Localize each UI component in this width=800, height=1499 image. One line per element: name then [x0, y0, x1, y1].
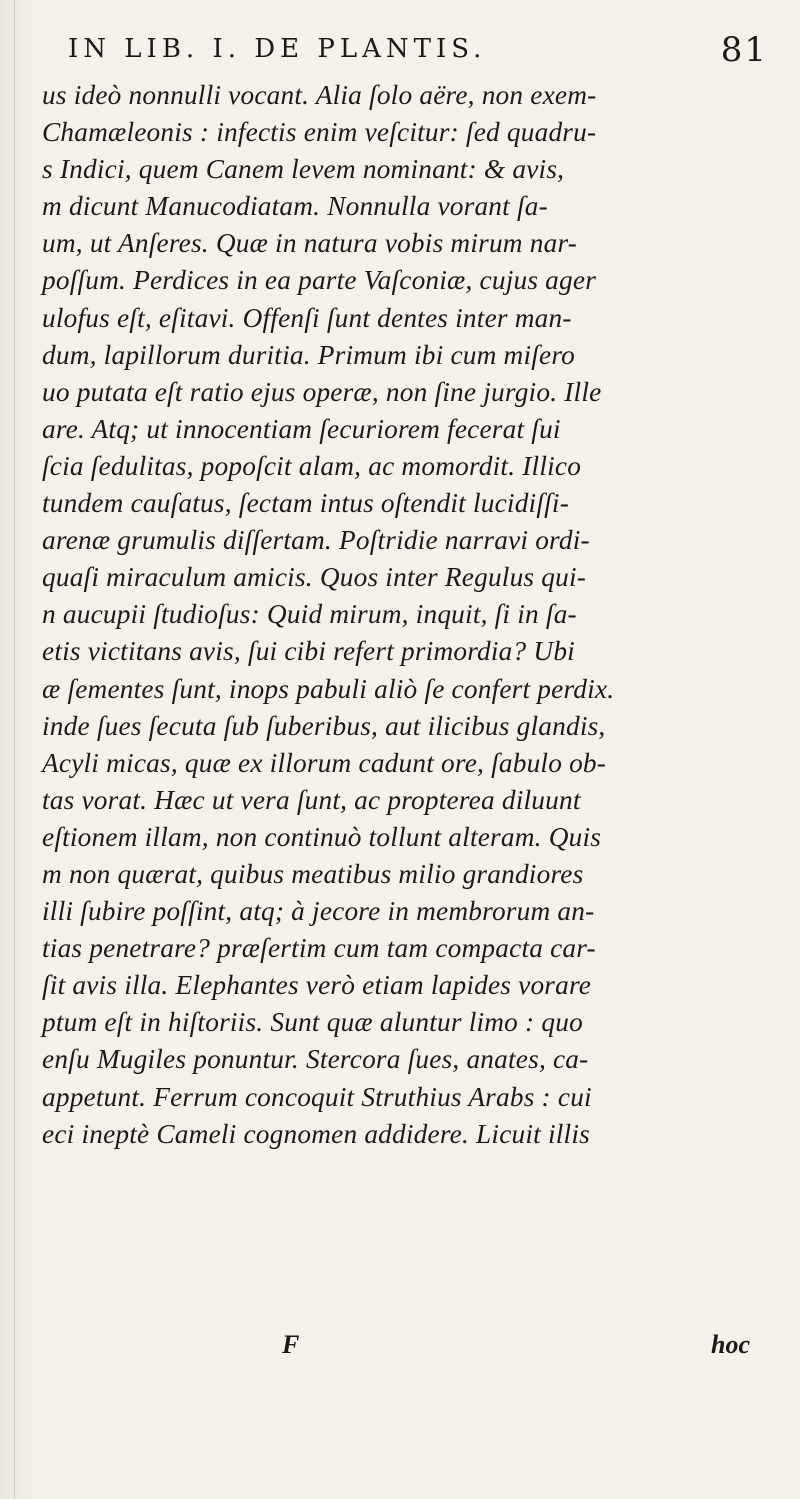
gutter-shadow-line — [14, 0, 15, 1499]
text-line: us ideò nonnulli vocant. Alia ſolo aëre, non exem- — [42, 79, 597, 110]
text-line: inde ſues ſecuta ſub ſuberibus, aut ilicibus glandis, — [42, 709, 606, 741]
catchword: hoc — [711, 1330, 750, 1359]
page-number: 81 — [720, 30, 768, 70]
text-line: m non quærat, quibus meatibus milio grandiores — [42, 857, 584, 889]
text-line: etis victitans avis, ſui cibi refert primordia? Ubi — [42, 635, 575, 667]
text-line: uo putata eſt ratio ejus operæ, non ſine jurgio. Ille — [42, 375, 602, 407]
text-line: tundem cauſatus, ſectam intus oſtendit lucidiſſi- — [42, 487, 569, 519]
body-text — [42, 76, 772, 1152]
text-line: Chamæleonis : infectis enim veſcitur: ſed quadru- — [42, 116, 597, 148]
signature-mark: F — [282, 1330, 300, 1359]
text-line: m dicunt Manucodiatam. Nonnulla vorant ſa- — [42, 190, 548, 222]
page-footer — [42, 1330, 772, 1370]
text-line: appetunt. Ferrum concoquit Struthius Arabs : cui — [42, 1080, 592, 1112]
text-line: um, ut Anſeres. Quæ in natura vobis mirum nar- — [42, 227, 578, 259]
running-title: IN LIB. I. DE PLANTIS. — [68, 34, 487, 64]
text-line: poſſum. Perdices in ea parte Vaſconiæ, cujus ager — [42, 264, 597, 296]
text-line: ptum eſt in hiſtoriis. Sunt quæ aluntur limo : quo — [42, 1006, 583, 1038]
text-line: æ ſementes ſunt, inops pabuli aliò ſe confert perdix. — [42, 672, 615, 704]
text-line: tas vorat. Hæc ut vera ſunt, ac propterea diluunt — [42, 783, 581, 815]
text-line: ulofus eſt, eſitavi. Offenſi ſunt dentes inter man- — [42, 301, 572, 333]
text-line: ſit avis illa. Elephantes verò etiam lapides vorare — [42, 969, 592, 1001]
text-line: enſu Mugiles ponuntur. Stercora ſues, anates, ca- — [42, 1043, 589, 1075]
binding-gutter — [0, 0, 40, 1499]
text-line: are. Atq; ut innocentiam ſecuriorem fecerat ſui — [42, 412, 561, 444]
text-line: tias penetrare? præſertim cum tam compacta car- — [42, 932, 596, 964]
text-line: s Indici, quem Canem levem nominant: & avis, — [42, 153, 565, 185]
text-line: eci ineptè Cameli cognomen addidere. Licuit illis — [42, 1117, 590, 1149]
text-line: illi ſubire poſſint, atq; à jecore in membrorum an- — [42, 895, 595, 927]
book-page — [42, 28, 772, 1359]
text-line: ſcia ſedulitas, popoſcit alam, ac momordit. Illico — [42, 449, 582, 481]
text-line: arenæ grumulis diſſertam. Poſtridie narravi ordi- — [42, 524, 590, 556]
text-line: Acyli micas, quæ ex illorum cadunt ore, ſabulo ob- — [42, 746, 607, 778]
running-head — [42, 28, 772, 76]
text-line: quaſi miraculum amicis. Quos inter Regulus qui- — [42, 561, 587, 593]
text-line: dum, lapillorum duritia. Primum ibi cum miſero — [42, 338, 576, 370]
text-line: eſtionem illam, non continuò tollunt alteram. Quis — [42, 820, 602, 852]
text-line: n aucupii ſtudioſus: Quid mirum, inquit, ſi in ſa- — [42, 598, 577, 630]
